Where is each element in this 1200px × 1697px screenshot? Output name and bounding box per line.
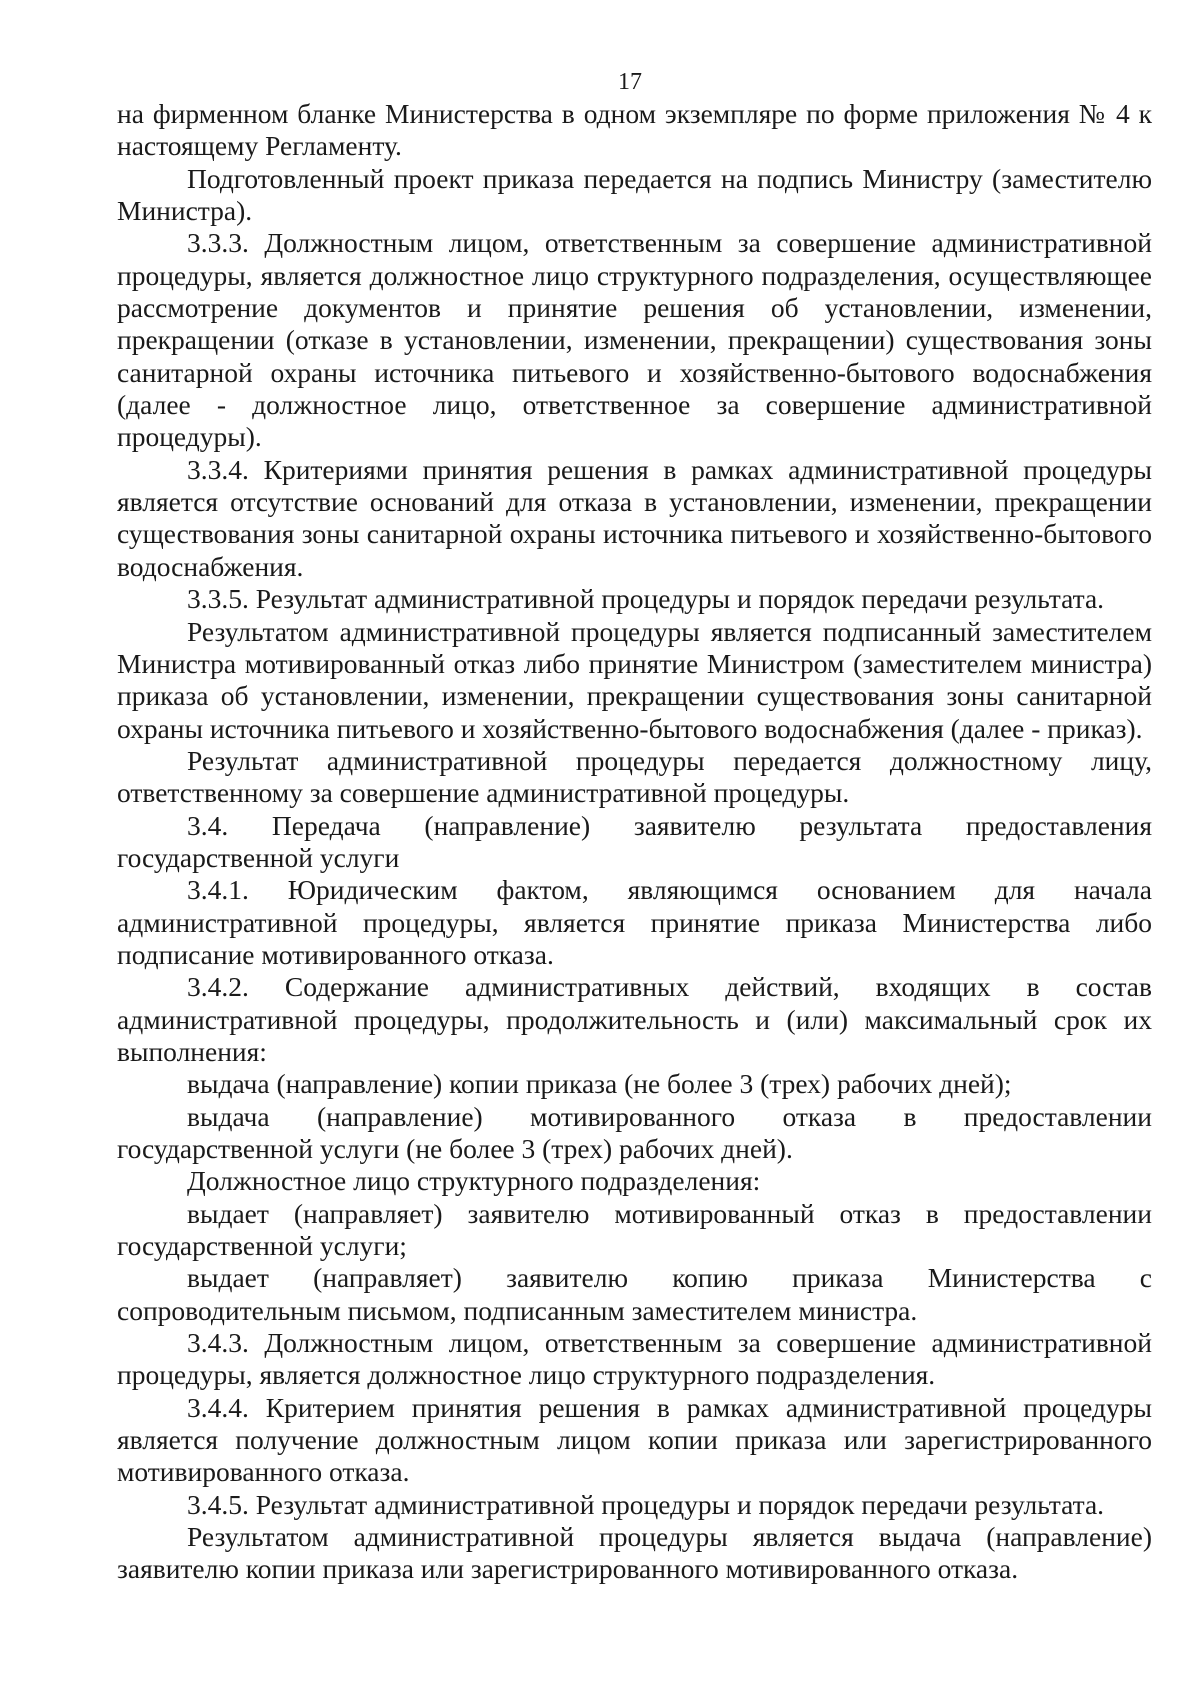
paragraph-result: Результатом административной процедуры является подписанный заместителем Министра мотивированный отказ либо принятие Министром (заместителем министра) приказа об установлении, изменении, прекращении существования зоны санитарной охраны источника питьевого и хозяйственно-бытового водоснабжения (далее - приказ). [117,615,1152,744]
paragraph-3-4-5: 3.4.5. Результат административной процедуры и порядок передачи результата. [187,1488,1105,1520]
paragraph-2: Подготовленный проект приказа передается на подпись Министру (заместителю Министра). [117,162,1152,227]
paragraph-3-3-5: 3.3.5. Результат административной процедуры и порядок передачи результата. [187,583,1105,615]
paragraph-official: Должностное лицо структурного подразделения: [187,1165,761,1197]
paragraph-3-4-1: 3.4.1. Юридическим фактом, являющимся основанием для начала административной процедуры, является принятие приказа Министерства либо подписание мотивированного отказа. [117,874,1152,970]
paragraph-1: на фирменном бланке Министерства в одном экземпляре по форме приложения № 4 к настоящему Регламенту. [117,98,1152,162]
paragraph-issue-copy: выдача (направление) копии приказа (не более 3 (трех) рабочих дней); [187,1068,1012,1100]
paragraph-3-3-3: 3.3.3. Должностным лицом, ответственным за совершение административной процедуры, является должностное лицо структурного подразделения, осуществляющее рассмотрение документов и принятие решения об установлении, изменении, прекращении (отказе в установлении, изменении, прекращении) существования зоны санитарной охраны источника питьевого и хозяйственно-бытового водоснабжения (далее - должностное лицо, ответственное за совершение административной процедуры). [117,227,1152,453]
paragraph-3-3-4: 3.3.4. Критериями принятия решения в рамках административной процедуры является отсутствие оснований для отказа в установлении, изменении, прекращении существования зоны санитарной охраны источника питьевого и хозяйственно-бытового водоснабжения. [117,453,1152,582]
paragraph-3-4-2: 3.4.2. Содержание административных действий, входящих в состав административной процедуры, продолжительность и (или) максимальный срок их выполнения: [117,971,1152,1067]
page-number: 17 [618,69,642,95]
document-body [117,98,1152,1586]
paragraph-issue-refusal: выдача (направление) мотивированного отказа в предоставлении государственной услуги (не более 3 (трех) рабочих дней). [117,1100,1152,1164]
paragraph-result-transfer: Результат административной процедуры передается должностному лицу, ответственному за совершение административной процедуры. [117,744,1152,809]
paragraph-final-result: Результатом административной процедуры является выдача (направление) заявителю копии приказа или зарегистрированного мотивированного отказа. [117,1521,1152,1585]
paragraph-issues-refusal: выдает (направляет) заявителю мотивированный отказ в предоставлении государственной услуги; [117,1197,1152,1262]
paragraph-3-4-4: 3.4.4. Критерием принятия решения в рамках административной процедуры является получение должностным лицом копии приказа или зарегистрированного мотивированного отказа. [117,1391,1152,1488]
paragraph-issues-copy: выдает (направляет) заявителю копию приказа Министерства с сопроводительным письмом, подписанным заместителем министра. [117,1262,1152,1326]
paragraph-3-4: 3.4. Передача (направление) заявителю результата предоставления государственной услуги [117,809,1152,873]
paragraph-3-4-3: 3.4.3. Должностным лицом, ответственным за совершение административной процедуры, является должностное лицо структурного подразделения. [117,1327,1152,1391]
